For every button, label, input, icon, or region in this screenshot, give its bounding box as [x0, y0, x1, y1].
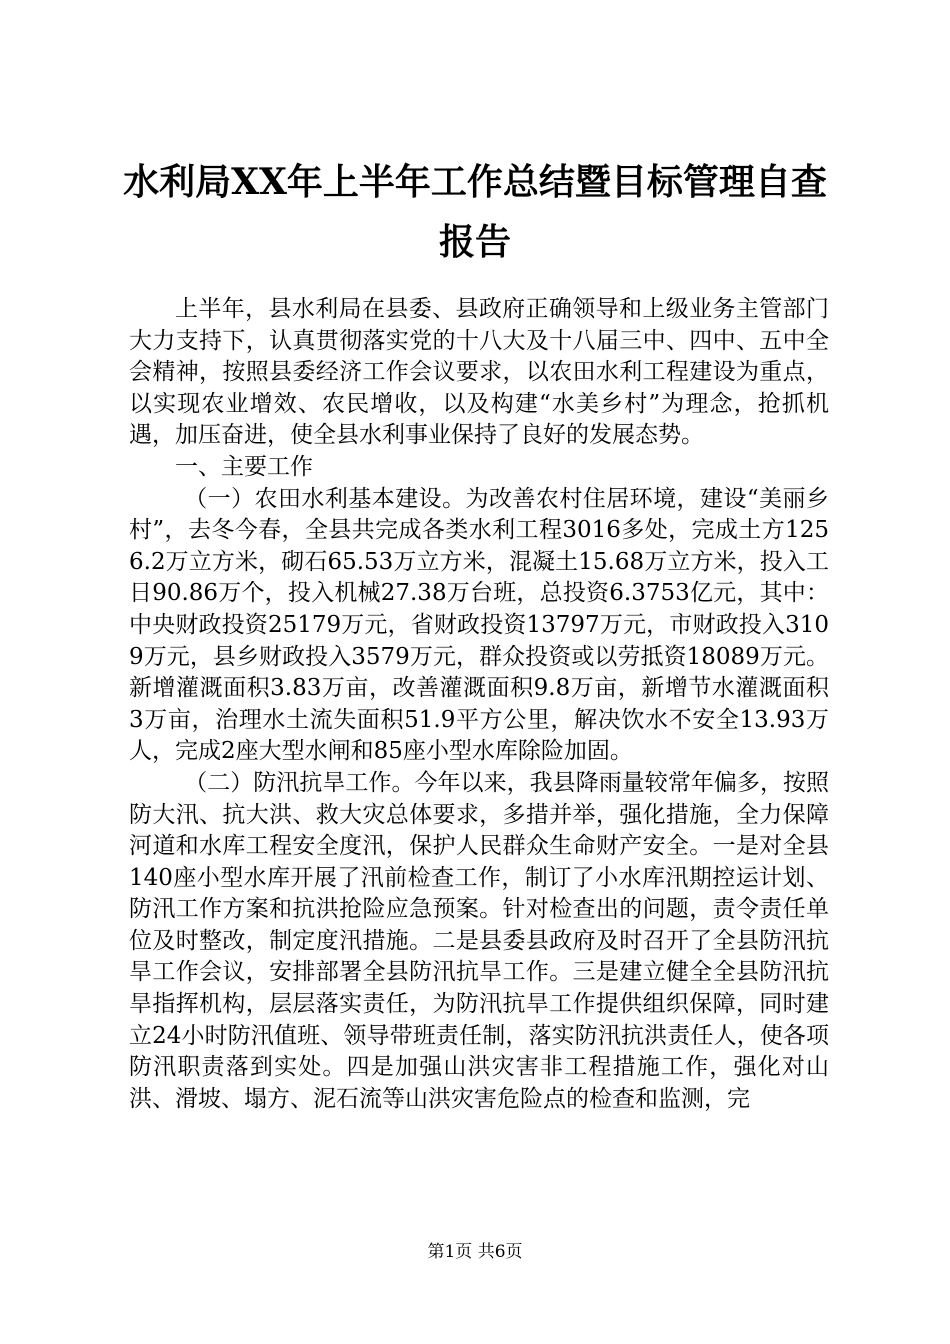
- document-body: [129, 294, 829, 1115]
- section-heading-main-work: 一、主要工作: [175, 453, 313, 480]
- document-title-line1: 水利局XX年上半年工作总结暨目标管理自查: [123, 161, 827, 203]
- page-number-footer: 第1页 共6页: [427, 1242, 523, 1262]
- document-title-line2: 报告: [438, 221, 511, 263]
- paragraph-flood-drought-work: （二）防汛抗旱工作。今年以来，我县降雨量较常年偏多，按照防大汛、抗大洪、救大灾总体要求，多措并举，强化措施，全力保障河道和水库工程安全度汛，保护人民群众生命财产安全。一是对全县140座小型水库开展了汛前检查工作，制订了小水库汛期控运计划、防汛工作方案和抗洪抢险应急预案。针对检查出的问题，责令责任单位及时整改，制定度汛措施。二是县委县政府及时召开了全县防汛抗旱工作会议，安排部署全县防汛抗旱工作。三是建立健全全县防汛抗旱指挥机构，层层落实责任，为防汛抗旱工作提供组织保障，同时建立24小时防汛值班、领导带班责任制，落实防汛抗洪责任人，使各项防汛职责落到实处。四是加强山洪灾害非工程措施工作，强化对山洪、滑坡、塌方、泥石流等山洪灾害危险点的检查和监测，完: [129, 769, 829, 1112]
- paragraph-farmland-water-construction: （一）农田水利基本建设。为改善农村住居环境，建设“美丽乡村”，去冬今春，全县共完成各类水利工程3016多处，完成土方1256.2万立方米，砌石65.53万立方米，混凝土15.68万立方米，投入工日90.86万个，投入机械27.38万台班，总投资6.3753亿元，其中：中央财政投资25179万元，省财政投资13797万元，市财政投入3109万元，县乡财政投入3579万元，群众投资或以劳抵资18089万元。新增灌溉面积3.83万亩，改善灌溉面积9.8万亩，新增节水灌溉面积3万亩，治理水土流失面积51.9平方公里，解决饮水不安全13.93万人，完成2座大型水闸和85座小型水库除险加固。: [129, 485, 829, 765]
- paragraph-intro: 上半年，县水利局在县委、县政府正确领导和上级业务主管部门大力支持下，认真贯彻落实党的十八大及十八届三中、四中、五中全会精神，按照县委经济工作会议要求，以农田水利工程建设为重点，以实现农业增效、农民增收，以及构建“水美乡村”为理念，抢抓机遇，加压奋进，使全县水利事业保持了良好的发展态势。: [129, 296, 829, 449]
